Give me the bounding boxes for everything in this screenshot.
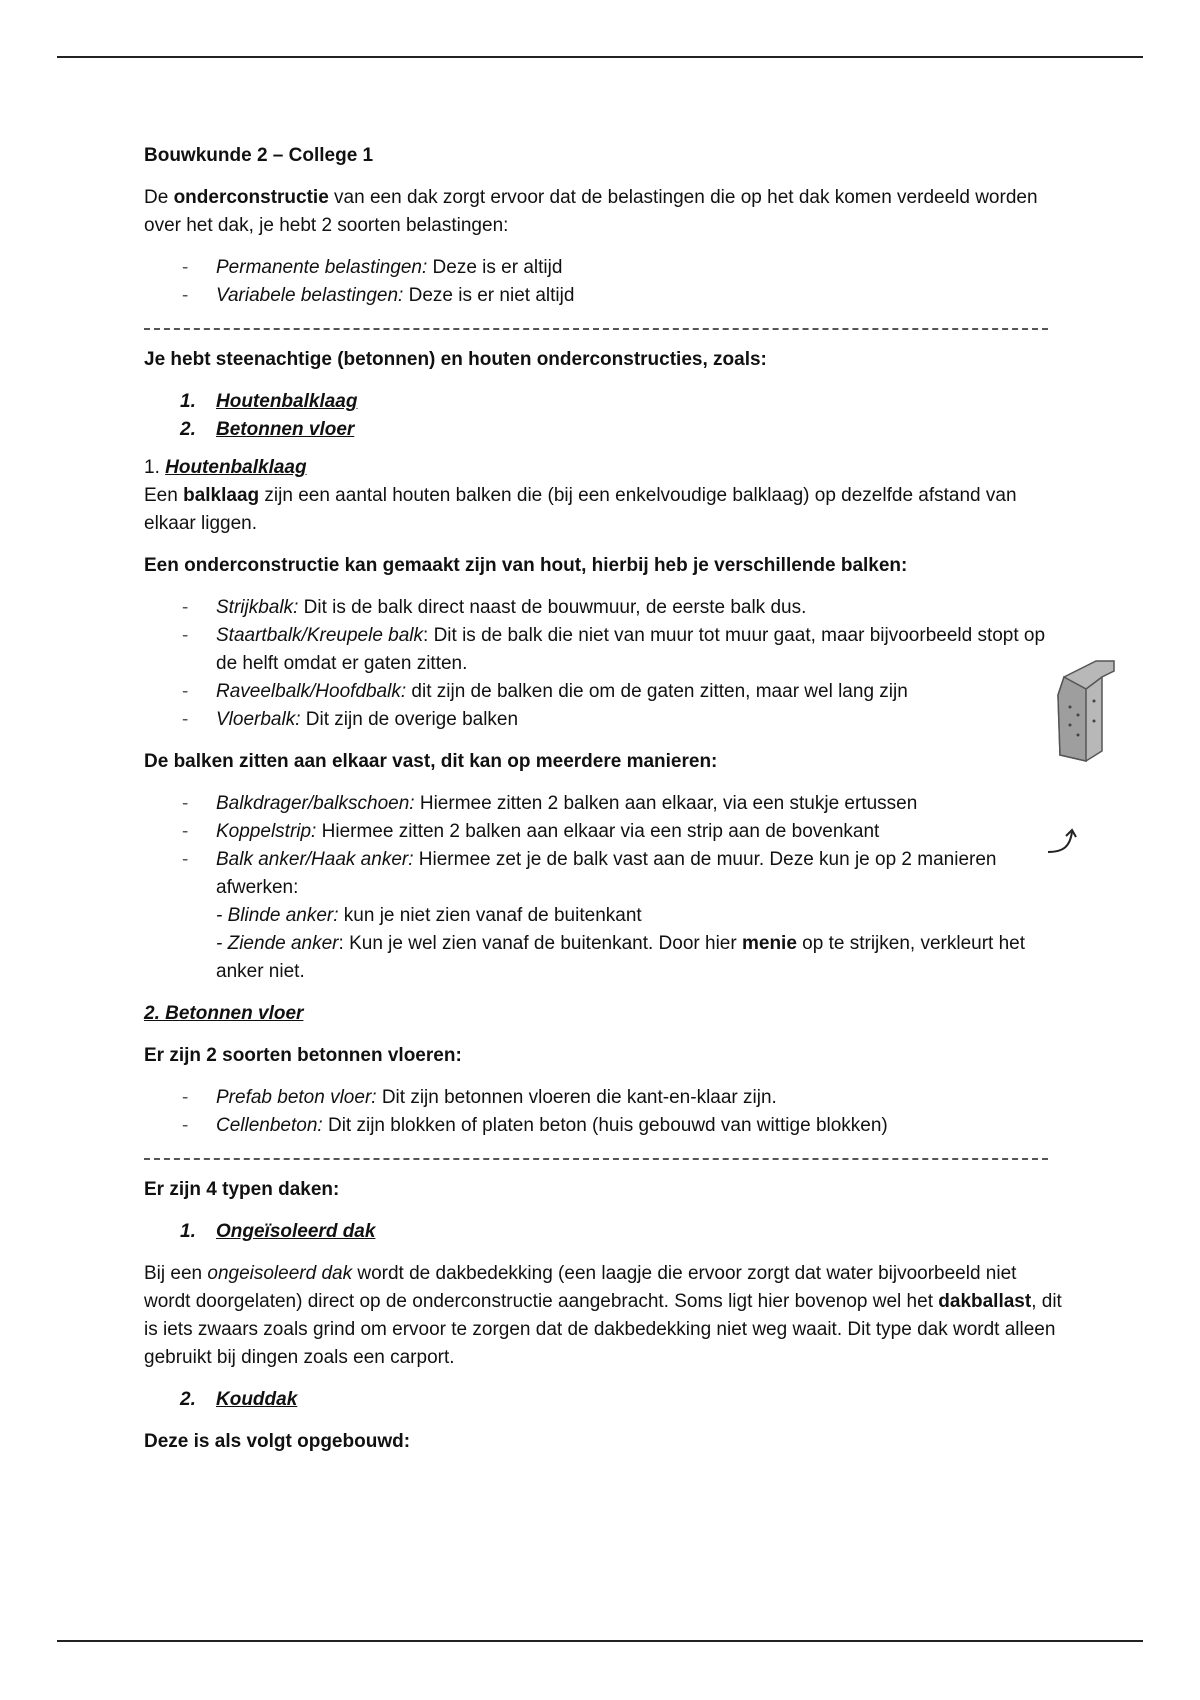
list-item: - Raveelbalk/Hoofdbalk: dit zijn de balken die om de gaten zitten, maar wel lang zijn [216,678,1056,706]
document-body [144,142,1064,1456]
page-title: Bouwkunde 2 – College 1 [144,145,374,166]
list-item: 2. Betonnen vloer [180,419,355,440]
curved-arrow-icon [1046,822,1084,860]
list-item: - Prefab beton vloer: Dit zijn betonnen vloeren die kant-en-klaar zijn. [216,1084,1064,1112]
list-item: - Cellenbeton: Dit zijn blokken of platen beton (huis gebouwd van wittige blokken) [216,1112,1064,1140]
list-item: - Staartbalk/Kreupele balk: Dit is de balk die niet van muur tot muur gaat, maar bijvoorbeeld stopt op de helft omdat er gaten zitten. [216,622,1056,678]
list-item: - Balk anker/Haak anker: Hiermee zet je de balk vast aan de muur. Deze kun je op 2 manieren afwerken: - Blinde anker: kun je niet zien vanaf de buitenkant - Ziende anker: Kun je wel zien vanaf de buitenkant. Door hier menie op te strijken, verkleurt het anker niet. [216,846,1066,986]
roofs-heading: Er zijn 4 typen daken: [144,1179,340,1200]
list-item: - Strijkbalk: Dit is de balk direct naast de bouwmuur, de eerste balk dus. [216,594,1056,622]
connections-heading: De balken zitten aan elkaar vast, dit kan op meerdere manieren: [144,751,718,772]
dashed-divider [144,328,1048,330]
uninsulated-roof-paragraph: Bij een ongeisoleerd dak wordt de dakbedekking (een laagje die ervoor zorgt dat water bijvoorbeeld niet wordt doorgelaten) direct op de onderconstructie aangebracht. Soms ligt hier bovenop wel het dakballast, dit is iets zwaars zoals grind om ervoor te zorgen dat de dakbedekking niet weg waait. Dit type dak wordt alleen gebruikt bij dingen zoals een carport. [144,1263,1062,1368]
list-item: 1. Houtenbalklaag [180,391,358,412]
list-item: - Vloerbalk: Dit zijn de overige balken [216,706,1056,734]
ziende-anchor-line: - Ziende anker: Kun je wel zien vanaf de buitenkant. Door hier menie op te strijken, verkleurt het anker niet. [216,933,1026,982]
dashed-divider [144,1158,1048,1160]
list-item: - Permanente belastingen: Deze is er altijd [216,254,1064,282]
footer-rule [57,1640,1143,1642]
list-item: 1. Ongeïsoleerd dak [180,1221,376,1242]
roof-item-1 [144,1218,1064,1246]
section1-title: 1. Houtenbalklaag [144,457,307,478]
blind-anchor-line: - Blinde anker: kun je niet zien vanaf de buitenkant [216,905,642,926]
header-rule [57,56,1143,58]
floors-heading: Er zijn 2 soorten betonnen vloeren: [144,1045,462,1066]
intro-paragraph: De onderconstructie van een dak zorgt ervoor dat de belastingen die op het dak komen verdeeld worden over het dak, je hebt 2 soorten belastingen: [144,187,1038,236]
floors-list [144,1084,1064,1140]
section2-title: 2. Betonnen vloer [144,1003,304,1024]
section1-paragraph: Een balklaag zijn een aantal houten balken die (bij een enkelvoudige balklaag) op dezelfde afstand van elkaar liggen. [144,485,1017,534]
joist-hanger-image [1050,655,1120,765]
build-heading: Deze is als volgt opgebouwd: [144,1431,411,1452]
list-item: - Koppelstrip: Hiermee zitten 2 balken aan elkaar via een strip aan de bovenkant [216,818,1066,846]
loads-list [144,254,1064,310]
types-heading: Je hebt steenachtige (betonnen) en houten onderconstructies, zoals: [144,349,767,370]
beams-heading: Een onderconstructie kan gemaakt zijn van hout, hierbij heb je verschillende balken: [144,555,908,576]
types-list [144,388,1064,444]
roof-item-2 [144,1386,1064,1414]
list-item: 2. Kouddak [180,1389,298,1410]
connections-list [144,790,1066,986]
list-item: - Variabele belastingen: Deze is er niet altijd [216,282,1064,310]
beams-list [144,594,1056,734]
list-item: - Balkdrager/balkschoen: Hiermee zitten 2 balken aan elkaar, via een stukje ertussen [216,790,1066,818]
